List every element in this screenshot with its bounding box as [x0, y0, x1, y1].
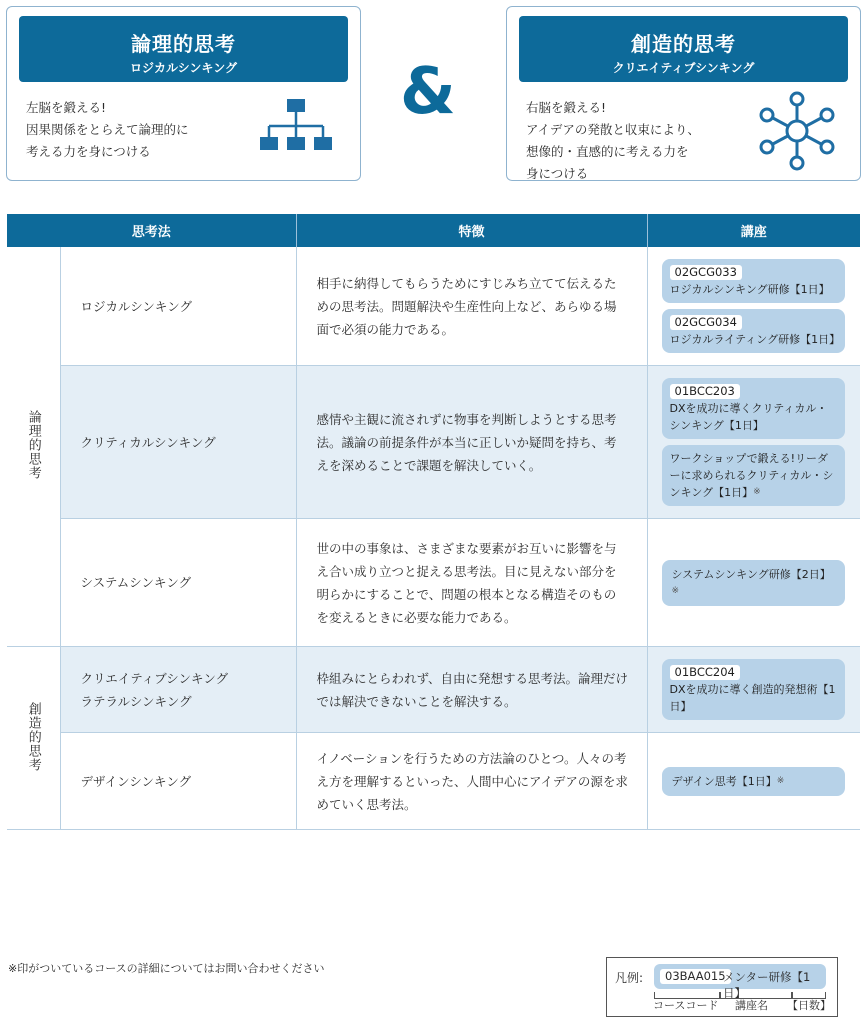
course-cell [647, 366, 860, 519]
method-name: デザインシンキング [60, 733, 296, 830]
course-code: 01BCC204 [670, 665, 740, 680]
table-row [7, 519, 860, 647]
table-row [7, 647, 860, 733]
course-pill[interactable] [662, 378, 846, 439]
method-name: システムシンキング [60, 519, 296, 647]
legend-box [606, 957, 838, 1017]
header-method: 思考法 [7, 214, 296, 247]
creative-card-subtitle: クリエイティブシンキング [612, 61, 755, 75]
creative-card-header [519, 16, 848, 82]
method-name: クリティカルシンキング [60, 366, 296, 519]
course-pill[interactable] [662, 767, 846, 796]
logical-card-subtitle: ロジカルシンキング [129, 61, 238, 75]
course-pill[interactable] [662, 560, 846, 606]
method-feature: 世の中の事象は、さまざまな要素がお互いに影響を与え合い成り立つと捉える思考法。目に見えない部分を明らかにすることで、問題の根本となる構造そのものを変えるときに必要な能力である。 [296, 519, 647, 647]
course-name: システムシンキング研修【2日】 [671, 567, 831, 581]
inquiry-mark: ※ [671, 585, 680, 596]
method-feature: 相手に納得してもらうためにすじみち立てて伝えるための思考法。問題解決や生産性向上など、あらゆる場面で必須の能力である。 [296, 247, 647, 366]
course-name: デザイン思考【1日】 [671, 774, 777, 788]
course-name: DXを成功に導く創造的発想術【1日】 [669, 683, 836, 713]
course-cell [647, 247, 860, 366]
creative-thinking-card [506, 6, 861, 181]
legend-caption-days: 【日数】 [787, 999, 831, 1012]
logical-card-header [19, 16, 348, 82]
course-name: ロジカルライティング研修【1日】 [669, 333, 841, 346]
group-logical: 論理的思考 [7, 247, 60, 647]
legend-caption-name: 講座名 [735, 999, 768, 1012]
course-pill[interactable] [662, 659, 846, 720]
legend-course-code: 03BAA015 [660, 969, 731, 984]
table-row [7, 733, 860, 830]
course-cell [647, 733, 860, 830]
creative-card-title: 創造的思考 [631, 32, 736, 56]
header-feature: 特徴 [296, 214, 647, 247]
inquiry-mark: ※ [776, 775, 785, 786]
logical-thinking-card [6, 6, 361, 181]
course-cell [647, 647, 860, 733]
table-row [7, 366, 860, 519]
legend-caption-code: コースコード [653, 999, 719, 1012]
legend-label: 凡例: [615, 971, 644, 985]
inquiry-mark: ※ [753, 487, 761, 497]
course-name: DXを成功に導くクリティカル・シンキング【1日】 [669, 402, 828, 432]
logical-card-body: 左脳を鍛える! 因果関係をとらえて論理的に 考える力を身につける [26, 100, 189, 159]
course-pill[interactable] [662, 259, 846, 303]
course-cell [647, 519, 860, 647]
course-pill[interactable] [662, 309, 846, 353]
course-code: 02GCG034 [670, 315, 742, 330]
org-chart-icon [258, 97, 334, 157]
thinking-methods-table [7, 214, 860, 830]
creative-card-body: 右脳を鍛える! アイデアの発散と収束により、 想像的・直感的に考える力を 身につける [526, 100, 700, 181]
method-feature: 枠組みにとらわれず、自由に発想する思考法。論理だけでは解決できないことを解決する。 [296, 647, 647, 733]
group-creative: 創造的思考 [7, 647, 60, 830]
footnote: ※印がついているコースの詳細についてはお問い合わせください [8, 962, 325, 975]
legend-sample-pill [654, 964, 826, 1000]
legend-course-name: メンター研修【1日】 [723, 970, 811, 1000]
method-feature: 感情や主観に流されずに物事を判断しようとする思考法。議論の前提条件が本当に正しいか疑問を持ち、考えを深めることで課題を解決していく。 [296, 366, 647, 519]
table-header-row [7, 214, 860, 247]
method-name: ロジカルシンキング [60, 247, 296, 366]
method-feature: イノベーションを行うための方法論のひとつ。人々の考え方を理解するといった、人間中心にアイデアの源を求めていく思考法。 [296, 733, 647, 830]
course-pill[interactable] [662, 445, 846, 506]
method-name: クリエイティブシンキング ラテラルシンキング [60, 647, 296, 733]
network-hub-icon [759, 91, 835, 171]
header-course: 講座 [647, 214, 860, 247]
course-code: 01BCC203 [670, 384, 740, 399]
ampersand-symbol: & [400, 55, 456, 129]
logical-card-title: 論理的思考 [131, 32, 236, 56]
table-row [7, 247, 860, 366]
course-code: 02GCG033 [670, 265, 742, 280]
course-name: ロジカルシンキング研修【1日】 [669, 283, 830, 296]
course-name: ワークショップで鍛える!リーダーに求められるクリティカル・シンキング【1日】 [669, 452, 834, 499]
